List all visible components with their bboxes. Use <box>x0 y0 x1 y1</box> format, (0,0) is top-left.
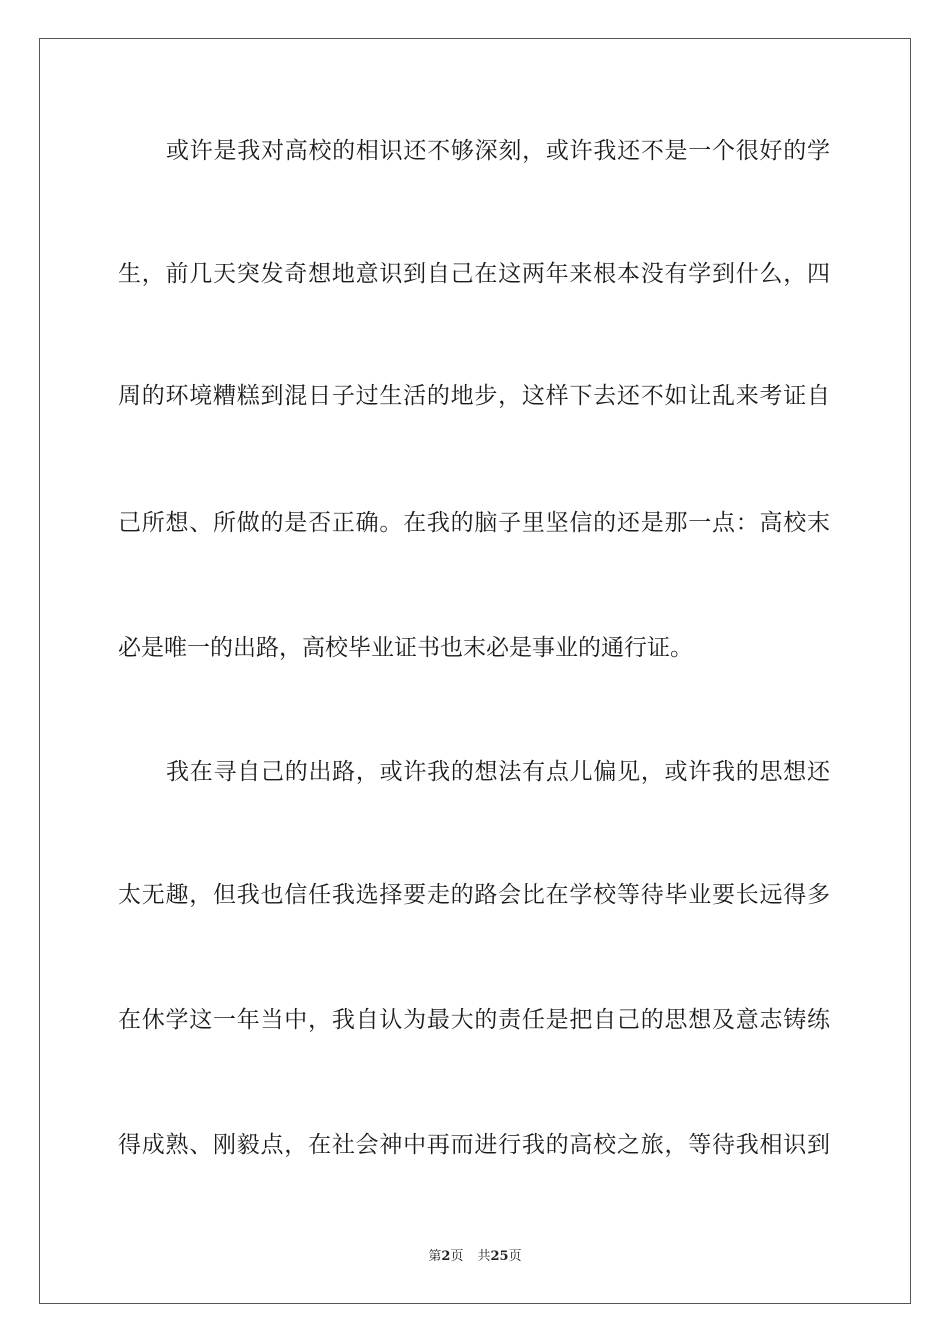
page-footer <box>0 1248 950 1266</box>
page-prefix: 第 <box>428 1249 442 1264</box>
page-current: 2 <box>441 1249 451 1264</box>
paragraph-1-line-4: 己所想、所做的是否正确。在我的脑子里坚信的还是那一点：高校末 <box>118 510 830 536</box>
paragraph-2-line-1: 我在寻自己的出路，或许我的想法有点儿偏见，或许我的思想还 <box>166 759 830 785</box>
page-frame <box>39 38 911 1304</box>
total-prefix: 共 <box>477 1249 491 1264</box>
page-total: 25 <box>490 1249 509 1264</box>
paragraph-2-line-2: 太无趣，但我也信任我选择要走的路会比在学校等待毕业要长远得多 <box>118 882 830 908</box>
paragraph-1-line-1: 或许是我对高校的相识还不够深刻，或许我还不是一个很好的学 <box>166 138 830 164</box>
total-unit: 页 <box>508 1249 522 1264</box>
paragraph-2-line-4: 得成熟、刚毅点，在社会神中再而进行我的高校之旅，等待我相识到 <box>118 1132 830 1158</box>
paragraph-1-line-3: 周的环境糟糕到混日子过生活的地步，这样下去还不如让乱来考证自 <box>118 383 830 409</box>
page-unit: 页 <box>450 1249 464 1264</box>
paragraph-1-line-2: 生，前几天突发奇想地意识到自己在这两年来根本没有学到什么，四 <box>118 261 830 287</box>
paragraph-2-line-3: 在休学这一年当中，我自认为最大的责任是把自己的思想及意志铸练 <box>118 1007 830 1033</box>
paragraph-1-line-5: 必是唯一的出路，高校毕业证书也末必是事业的通行证。 <box>118 635 693 661</box>
